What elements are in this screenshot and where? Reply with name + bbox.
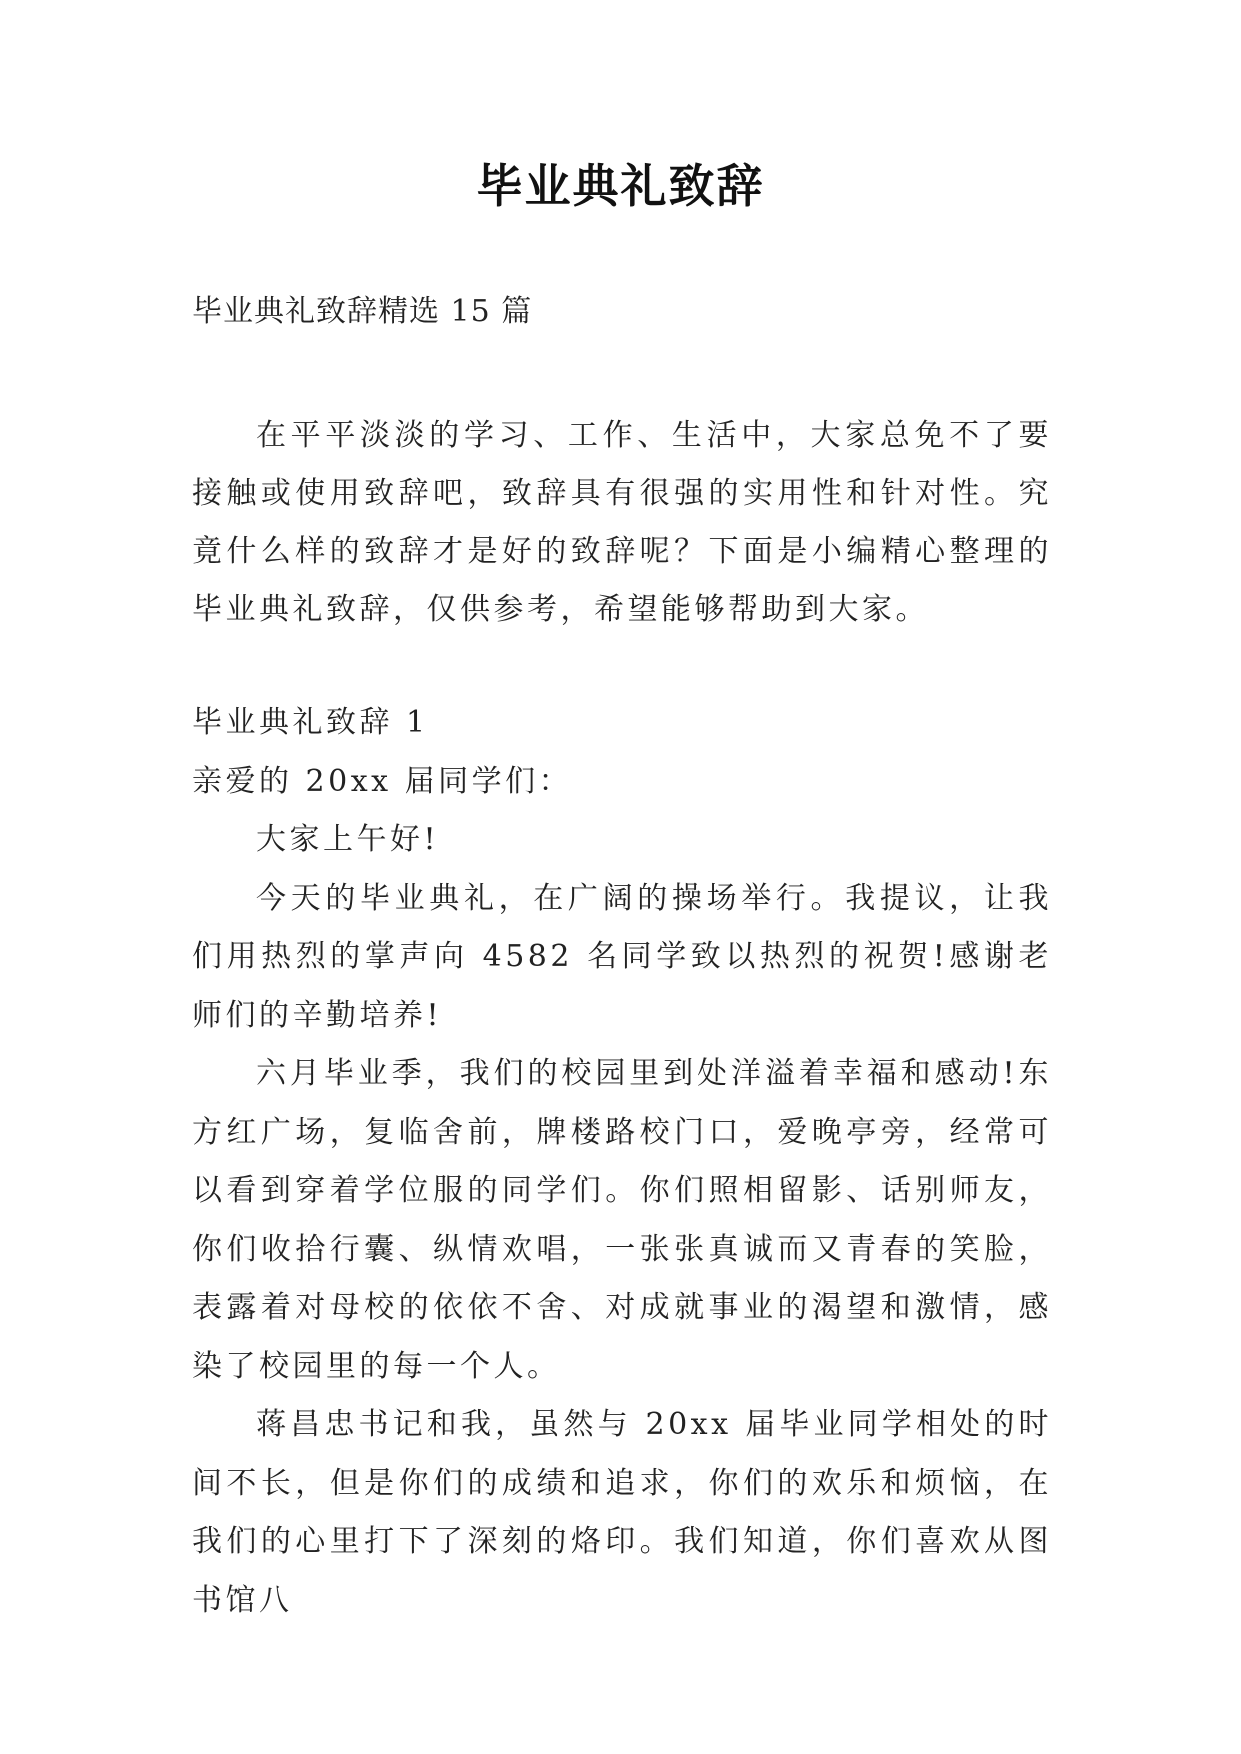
speech-paragraph: 今天的毕业典礼，在广阔的操场举行。我提议，让我们用热烈的掌声向 4582 名同学致以热烈的祝贺!感谢老师们的辛勤培养! xyxy=(192,880,1052,1033)
speech-paragraph: 蒋昌忠书记和我，虽然与 20xx 届毕业同学相处的时间不长，但是你们的成绩和追求，你们的欢乐和烦恼，在我们的心里打下了深刻的烙印。我们知道，你们喜欢从图书馆八 xyxy=(192,1407,1052,1618)
salutation: 亲爱的 20xx 届同学们： xyxy=(192,763,573,799)
speech-section xyxy=(192,694,1052,1630)
document-title: 毕业典礼致辞 xyxy=(476,159,765,213)
speech-paragraph: 大家上午好! xyxy=(256,822,440,857)
intro-paragraph: 在平平淡淡的学习、工作、生活中，大家总免不了要接触或使用致辞吧，致辞具有很强的实用性和针对性。究竟什么样的致辞才是好的致辞呢？下面是小编精心整理的毕业典礼致辞，仅供参考，希望能够帮助到大家。 xyxy=(192,418,1052,627)
speech-paragraph: 六月毕业季，我们的校园里到处洋溢着幸福和感动!东方红广场，复临舍前，牌楼路校门口，爱晚亭旁，经常可以看到穿着学位服的同学们。你们照相留影、话别师友，你们收拾行囊、纵情欢唱，一张张真诚而又青春的笑脸，表露着对母校的依依不舍、对成就事业的渴望和激情，感染了校园里的每一个人。 xyxy=(192,1056,1052,1384)
document-subtitle: 毕业典礼致辞精选 15 篇 xyxy=(192,294,533,329)
section-heading: 毕业典礼致辞 1 xyxy=(192,705,429,740)
